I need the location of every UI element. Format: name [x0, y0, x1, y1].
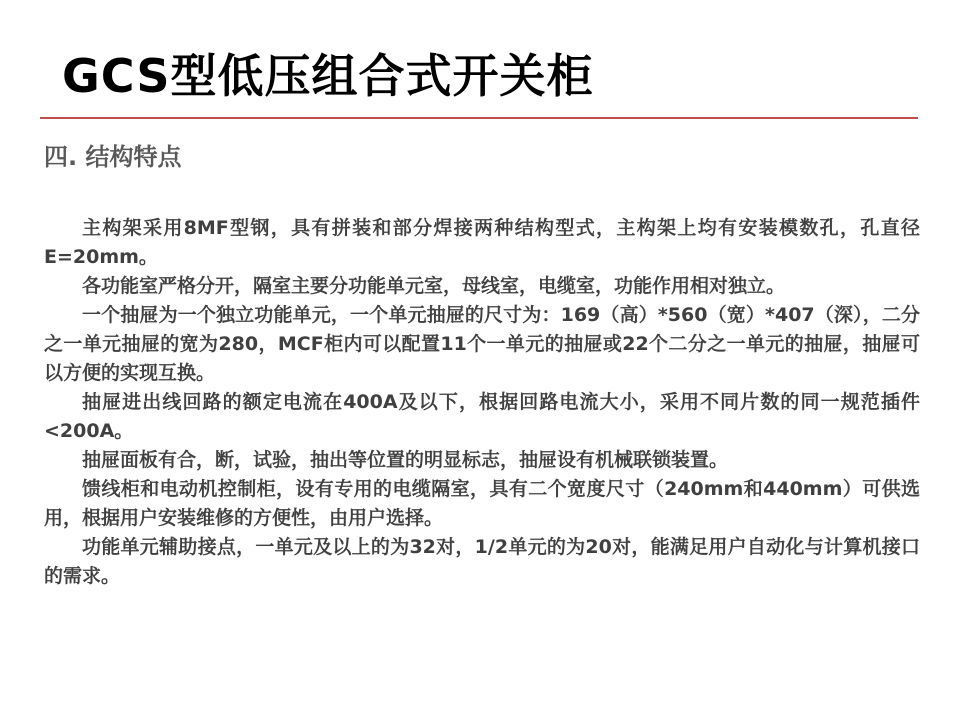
paragraph-auxiliary-contacts: 功能单元辅助接点，一单元及以上的为32对，1/2单元的为20对，能满足用户自动化与计算机接口的需求。: [44, 536, 920, 587]
body-text: [44, 214, 920, 591]
paragraph-main-frame: 主构架采用8MF型钢，具有拼装和部分焊接两种结构型式，主构架上均有安装模数孔，孔直径E=20mm。: [44, 217, 920, 268]
slide-title: GCS型低压组合式开关柜: [62, 49, 594, 103]
paragraph-rated-current: 抽屉进出线回路的额定电流在400A及以下，根据回路电流大小，采用不同片数的同一规范插件<200A。: [44, 391, 920, 442]
paragraph-drawer-size: 一个抽屉为一个独立功能单元，一个单元抽屉的尺寸为：169（高）*560（宽）*407（深），二分之一单元抽屉的宽为280，MCF柜内可以配置11个一单元的抽屉或22个二分之一单元的抽屉，抽屉可以方便的实现互换。: [44, 304, 920, 384]
paragraph-compartments: 各功能室严格分开，隔室主要分功能单元室，母线室，电缆室，功能作用相对独立。: [82, 275, 786, 297]
title-divider: [40, 117, 918, 119]
paragraph-panel-marks: 抽屉面板有合，断，试验，抽出等位置的明显标志，抽屉设有机械联锁装置。: [82, 449, 729, 471]
section-heading: 四. 结构特点: [44, 143, 182, 171]
paragraph-cable-compartment: 馈线柜和电动机控制柜，设有专用的电缆隔室，具有二个宽度尺寸（240mm和440mm）可供选用，根据用户安装维修的方便性，由用户选择。: [44, 478, 920, 529]
